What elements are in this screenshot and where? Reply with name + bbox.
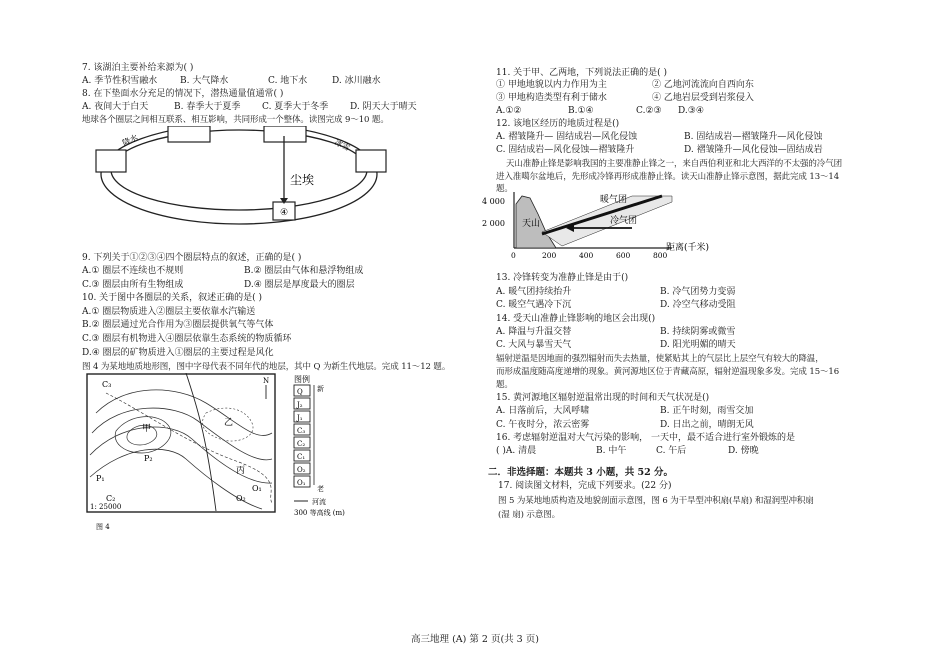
- q10-stem: 10. 关于图中各圈层的关系，叙述正确的是( ): [82, 293, 263, 303]
- intro-13-14-line3: 题。: [496, 184, 513, 194]
- q11-option-a: A.①②: [496, 106, 522, 116]
- q11-item-1: ① 甲地地貌以内力作用为主: [496, 80, 607, 90]
- ice-label: 冰雪: [333, 137, 352, 153]
- x-tick-0: 0: [511, 251, 516, 260]
- legend-title: 图例: [294, 375, 310, 384]
- q16-option-a: ( )A. 清晨: [496, 446, 537, 456]
- q8-stem: 8. 在下垫面水分充足的情况下，潜热通量值通常( ): [82, 89, 284, 99]
- mountain-label: 天山: [522, 219, 541, 229]
- q11-item-2: ② 乙地河流流向自西向东: [652, 80, 754, 90]
- q9-option-a: A.① 圈层不连续也不规则: [82, 266, 184, 276]
- legend-o1: O₁: [297, 479, 306, 487]
- map-label-yi: 乙: [224, 418, 234, 428]
- q10-option-c: C.③ 圈层有机物进入④圈层依靠生态系统的物质循环: [82, 334, 292, 344]
- q13-option-c: C. 暖空气遇冷下沉: [496, 300, 572, 310]
- map-label-c3-top: C₃: [102, 380, 112, 389]
- legend-river: 河流: [312, 498, 326, 506]
- map-label-p2: P₂: [144, 454, 153, 463]
- q15-option-c: C. 午夜时分，浓云密雾: [496, 420, 590, 430]
- q13-option-d: D. 冷空气移动受阻: [660, 300, 736, 310]
- legend-c3: C₃: [297, 427, 306, 435]
- q14-option-a: A. 降温与升温交替: [496, 327, 572, 337]
- precip-label: 降水: [121, 132, 140, 148]
- map-label-o2: O₂: [236, 494, 246, 503]
- q11-item-4: ④ 乙地岩层受到岩浆侵入: [652, 93, 754, 103]
- legend-strata: [294, 385, 310, 487]
- q16-option-d: D. 傍晚: [728, 446, 759, 456]
- legend-new-label: 新: [317, 385, 324, 393]
- map-label-c2: C₂: [106, 494, 116, 503]
- q14-option-d: D. 阳光明媚的晴天: [660, 340, 736, 350]
- q10-option-d: D.④ 圈层的矿物质进入①圈层的主要过程是风化: [82, 348, 274, 358]
- x-tick-200: 200: [542, 251, 557, 260]
- q8-option-a: A. 夜间大于白天: [82, 102, 149, 112]
- q7-stem: 7. 该湖泊主要补给来源为( ): [82, 63, 194, 73]
- legend-c2: C₂: [297, 440, 306, 448]
- legend-j2: J₂: [297, 401, 303, 409]
- map-label-o1: O₁: [252, 484, 262, 493]
- q12-option-c: C. 固结成岩—风化侵蚀—褶皱隆升: [496, 145, 635, 155]
- intro-11-12: 图 4 为某地地质地形图，图中字母代表不同年代的地层，其中 Q 为新生代地层。完成 11～12 题。: [82, 362, 451, 372]
- cold-air-label: 冷气团: [610, 216, 638, 226]
- q9-option-c: C.③ 圈层由所有生物组成: [82, 280, 184, 290]
- figure4-caption: 图 4: [96, 523, 110, 531]
- cycle-ellipse-inner: [111, 130, 367, 210]
- q14-option-c: C. 大风与暴雪天气: [496, 340, 572, 350]
- q10-option-b: B.② 圈层通过光合作用为③圈层提供氧气等气体: [82, 320, 274, 330]
- q7-option-b: B. 大气降水: [180, 76, 229, 86]
- q16-stem: 16. 考虑辐射逆温对大气污染的影响， 一天中，最不适合进行室外锻炼的是: [496, 433, 796, 443]
- sphere-box-top-right: [264, 126, 306, 142]
- q11-item-3: ③ 甲地构造类型有利于储水: [496, 93, 607, 103]
- legend-j1: J₁: [297, 414, 303, 422]
- map-label-p1: P₁: [96, 474, 105, 483]
- intro-15-16-line3: 题。: [496, 380, 513, 390]
- q9-option-b: B.② 圈层由气体和悬浮物组成: [244, 266, 364, 276]
- y-tick-2000: 2 000: [482, 219, 505, 228]
- q11-stem: 11. 关于甲、乙两地，下列说法正确的是( ): [496, 68, 668, 78]
- front-diagram: [482, 192, 722, 270]
- q17-material-line2: (湿 扇) 示意图。: [498, 510, 561, 520]
- legend-c1: C₁: [297, 453, 306, 461]
- intro-15-16-line2: 而形成温度随高度递增的现象。黄河源地区位于青藏高原，辐射逆温现象多发。完成 15～16: [496, 367, 840, 377]
- q14-stem: 14. 受天山准静止锋影响的地区会出现(): [496, 314, 656, 324]
- q13-option-a: A. 暖气团持续抬升: [496, 287, 572, 297]
- page-footer: 高三地理 (A) 第 2 页(共 3 页): [411, 634, 539, 645]
- q8-option-d: D. 阴天大于晴天: [350, 102, 417, 112]
- q10-option-a: A.① 圈层物质进入②圈层主要依靠水汽输送: [82, 307, 256, 317]
- q9-option-d: D.④ 圈层是厚度最大的圈层: [244, 280, 355, 290]
- intro-13-14-line2: 进入准噶尔盆地后，先形成冷锋再形成准静止锋。读天山准静止锋示意图，据此完成 13～14: [496, 172, 840, 182]
- q8-option-b: B. 春季大于夏季: [174, 102, 241, 112]
- q7-option-c: C. 地下水: [268, 76, 308, 86]
- north-label: N: [263, 377, 270, 385]
- x-tick-400: 400: [579, 251, 594, 260]
- q11-option-c: C.②③: [636, 106, 662, 116]
- sphere-4-label: ④: [280, 208, 289, 218]
- map-frame: [87, 374, 275, 512]
- q16-option-b: B. 中午: [596, 446, 627, 456]
- sphere-cycle-diagram: [94, 126, 394, 236]
- x-axis-label: 距离(千米): [666, 243, 710, 253]
- q8-option-c: C. 夏季大于冬季: [262, 102, 329, 112]
- q15-stem: 15. 黄河源地区辐射逆温常出现的时间和天气状况是(): [496, 393, 710, 403]
- legend-contour: 300 等高线 (m): [294, 509, 345, 517]
- legend-o2: O₂: [297, 466, 306, 474]
- q7-option-a: A. 季节性积雪融水: [82, 76, 158, 86]
- dust-label: 尘埃: [290, 173, 315, 187]
- q11-option-d: D.③④: [678, 106, 704, 116]
- q15-option-b: B. 正午时刻，雨雪交加: [660, 406, 754, 416]
- y-tick-4000: 4 000: [482, 197, 505, 206]
- q12-stem: 12. 该地区经历的地质过程是(): [496, 119, 620, 129]
- q17-material-line1: 图 5 为某地地质构造及地貌剖面示意图，图 6 为干旱型冲积扇(旱扇) 和湿润型冲积扇: [498, 496, 814, 506]
- q12-option-d: D. 褶皱隆升—风化侵蚀—固结成岩: [684, 145, 823, 155]
- x-tick-600: 600: [616, 251, 631, 260]
- geologic-map-figure4: [86, 373, 376, 531]
- sphere-box-right: [356, 150, 386, 172]
- q12-option-b: B. 固结成岩—褶皱隆升—风化侵蚀: [684, 132, 823, 142]
- q16-option-c: C. 午后: [656, 446, 687, 456]
- legend-q: Q: [297, 388, 303, 396]
- q11-option-b: B.①④: [568, 106, 594, 116]
- x-tick-800: 800: [653, 251, 668, 260]
- map-label-jia: 甲: [142, 424, 152, 434]
- legend-old-label: 老: [317, 485, 324, 493]
- intro-13-14-line1: 天山准静止锋是影响我国的主要准静止锋之一，来自西伯利亚和北大西洋的不太强的冷气团: [506, 159, 843, 169]
- q12-option-a: A. 褶皱隆升— 固结成岩—风化侵蚀: [496, 132, 638, 142]
- map-scale: 1: 25000: [90, 503, 122, 511]
- intro-9-10: 地球各个圈层之间相互联系、相互影响，共同形成一个整体。读图完成 9～10 题。: [82, 115, 389, 125]
- intro-15-16-line1: 辐射逆温是因地面的强烈辐射而失去热量，使紧贴其上的气层比上层空气有较大的降温，: [496, 354, 824, 364]
- sphere-box-top-left: [168, 126, 210, 142]
- q9-stem: 9. 下列关于①②③④四个圈层特点的叙述，正确的是( ): [82, 253, 302, 263]
- q13-option-b: B. 冷气团势力变弱: [660, 287, 736, 297]
- q7-option-d: D. 冰川融水: [332, 76, 381, 86]
- section-2-heading: 二．非选择题：本题共 3 小题，共 52 分。: [488, 467, 674, 478]
- q15-option-d: D. 日出之前，晴朗无风: [660, 420, 754, 430]
- warm-air-label: 暖气团: [600, 195, 628, 205]
- q17-stem: 17. 阅读图文材料，完成下列要求。(22 分): [498, 481, 672, 491]
- sphere-box-left: [96, 150, 126, 172]
- q14-option-b: B. 持续阴雾或微雪: [660, 327, 736, 337]
- q15-option-a: A. 日落前后，大风呼啸: [496, 406, 590, 416]
- map-label-bing: 丙: [236, 466, 246, 476]
- q13-stem: 13. 冷锋转变为准静止锋是由于(): [496, 273, 629, 283]
